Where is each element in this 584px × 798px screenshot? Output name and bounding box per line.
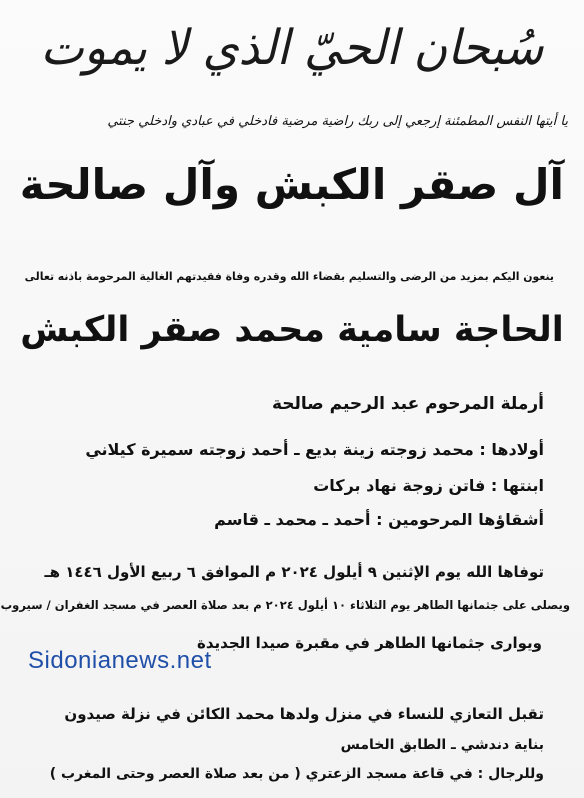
burial-line: ويوارى جثمانها الطاهر في مقبرة صيدا الجديدة (197, 634, 542, 652)
deceased-name: الحاجة سامية محمد صقر الكبش (20, 310, 564, 350)
condolences-men-line: وللرجال : في قاعة مسجد الزعتري ( من بعد صلاة العصر وحتى المغرب ) (49, 766, 544, 782)
condolences-women-line: تقبل التعازي للنساء في منزل ولدها محمد الكائن في نزلة صيدون (64, 705, 544, 723)
condolences-building-line: بناية دندشي ـ الطابق الخامس (340, 737, 544, 753)
death-date-line: توفاها الله يوم الإثنين ٩ أيلول ٢٠٢٤ م الموافق ٦ ربيع الأول ١٤٤٦ هـ (44, 563, 544, 581)
children-line: أولادها : محمد زوجته زينة بديع ـ أحمد زوجته سميرة كيلاني (85, 440, 544, 459)
daughter-line: ابنتها : فاتن زوجة نهاد بركات (313, 476, 544, 495)
funeral-prayer-line: ويصلى على جثمانها الطاهر يوم الثلاثاء ١٠ أيلول ٢٠٢٤ م بعد صلاة العصر في مسجد الغفران / سيروب (0, 598, 570, 612)
quran-verse: يا أيتها النفس المطمئنة إرجعي إلى ربك راضية مرضية فادخلي في عبادي وادخلي جنتي (107, 114, 568, 129)
header-calligraphy: سُبحان الحيّ الذي لا يموت (40, 18, 544, 76)
announcement-text: ينعون اليكم بمزيد من الرضى والتسليم بقضاء الله وقدره وفاة فقيدتهم الغالية المرحومة باذنه تعالى (24, 270, 554, 283)
widow-of-line: أرملة المرحوم عبد الرحيم صالحة (271, 394, 544, 414)
families-title: آل صقر الكبش وآل صالحة (19, 160, 564, 209)
watermark-logo: Sidonianews.net (28, 647, 212, 674)
siblings-line: أشقاؤها المرحومين : أحمد ـ محمد ـ قاسم (214, 510, 544, 529)
